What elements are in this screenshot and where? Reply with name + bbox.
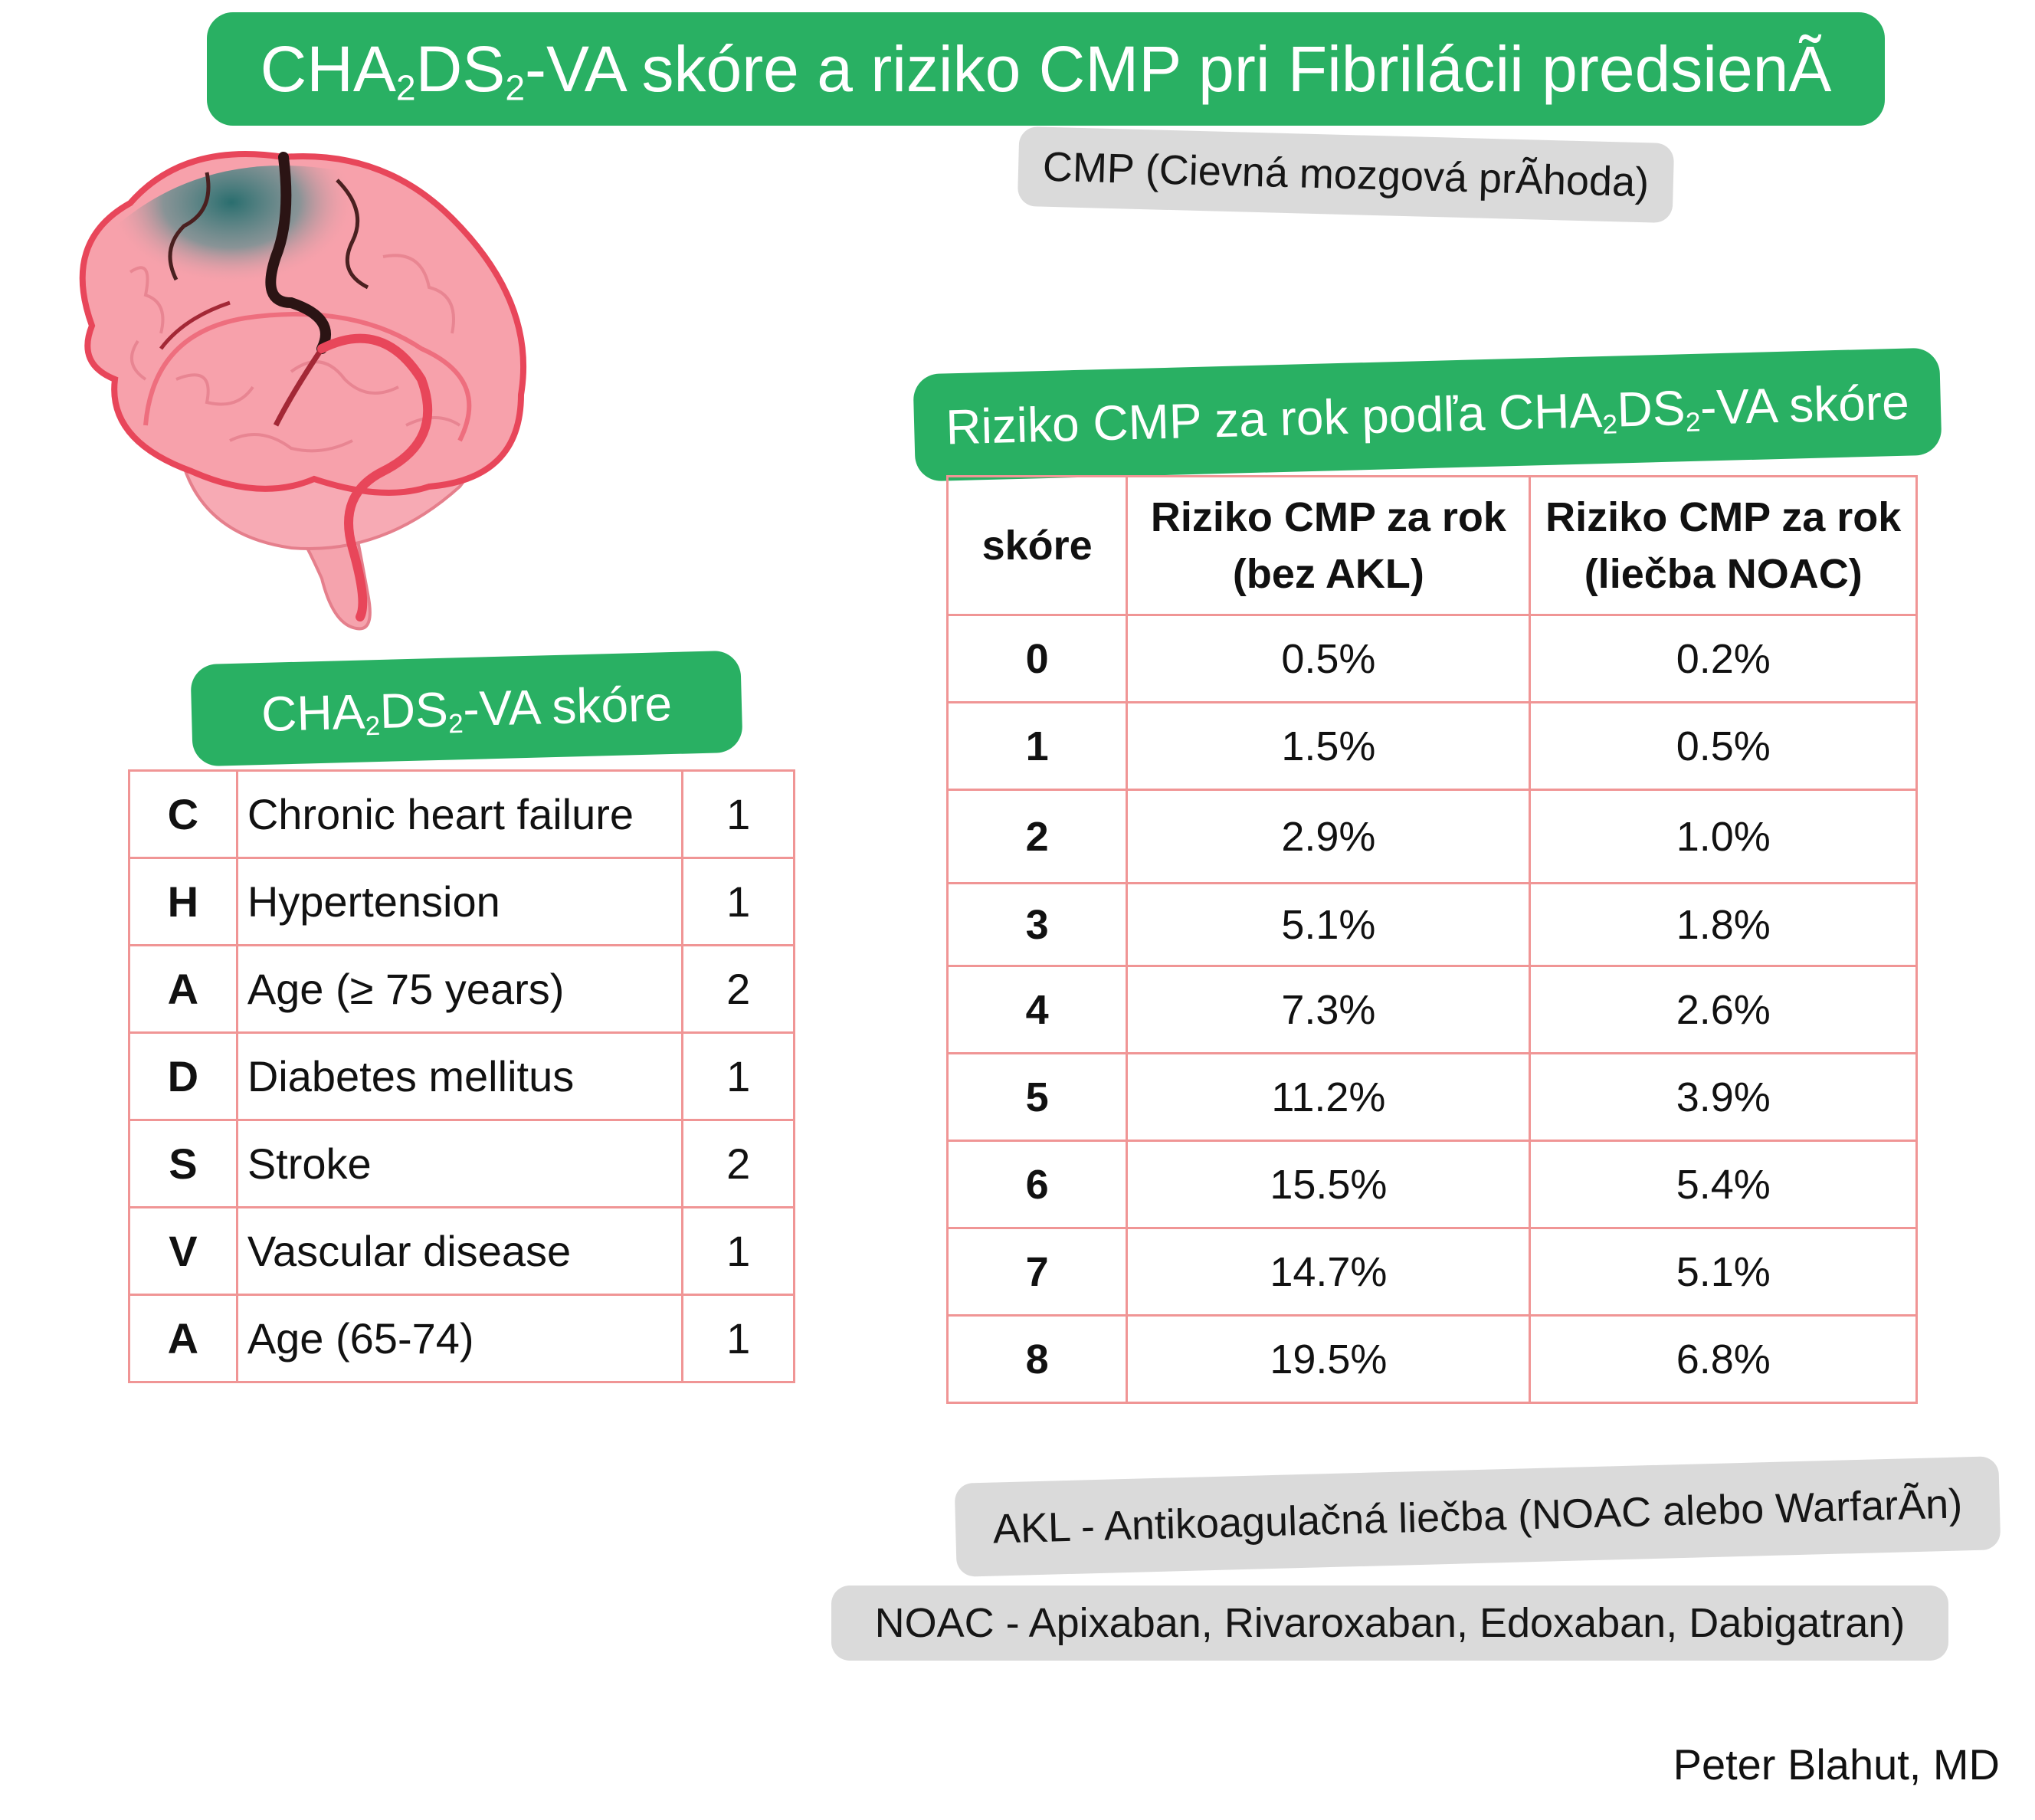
noac-note-text: NOAC - Apixaban, Rivaroxaban, Edoxaban, Dabigatran) xyxy=(874,1600,1906,1646)
author-signature: Peter Blahut, MD xyxy=(1673,1740,2000,1789)
criterion-name: Vascular disease xyxy=(237,1208,683,1295)
risk-noac-cell: 3.9% xyxy=(1530,1054,1917,1141)
risk-noac-cell: 0.5% xyxy=(1530,703,1917,790)
table-row xyxy=(948,1141,1917,1228)
table-row xyxy=(948,615,1917,703)
risk-no-akl-cell: 14.7% xyxy=(1127,1228,1530,1316)
cmp-note-text: CMP (Cievná mozgová prÃhoda) xyxy=(1042,143,1650,206)
criterion-points: 1 xyxy=(683,1295,795,1382)
risk-section-title-text: Riziko CMP za rok podľa $CHA_2DS_2-VA$ skóre xyxy=(945,374,1910,455)
criterion-letter: V xyxy=(129,1208,238,1295)
risk-no-akl-cell: 0.5% xyxy=(1127,615,1530,703)
risk-noac-cell: 1.8% xyxy=(1530,884,1917,966)
table-row xyxy=(129,858,795,946)
table-row xyxy=(948,966,1917,1054)
header-risk-no-akl-line1: Riziko CMP za rok xyxy=(1150,494,1506,540)
risk-noac-cell: 5.4% xyxy=(1530,1141,1917,1228)
brain-icon xyxy=(61,149,552,640)
risk-noac-cell: 1.0% xyxy=(1530,790,1917,884)
score-section-title xyxy=(190,651,742,767)
table-row xyxy=(948,1316,1917,1403)
risk-no-akl-cell: 19.5% xyxy=(1127,1316,1530,1403)
table-row xyxy=(129,1295,795,1382)
score-section-title-text: $CHA_2DS_2-VA$ skóre xyxy=(261,675,673,742)
criterion-name: Age (65-74) xyxy=(237,1295,683,1382)
criterion-name: Diabetes mellitus xyxy=(237,1033,683,1120)
table-row xyxy=(948,1054,1917,1141)
score-cell: 6 xyxy=(948,1141,1127,1228)
risk-noac-cell: 5.1% xyxy=(1530,1228,1917,1316)
table-row xyxy=(948,1228,1917,1316)
header-score: skóre xyxy=(948,477,1127,615)
score-cell: 1 xyxy=(948,703,1127,790)
risk-noac-cell: 0.2% xyxy=(1530,615,1917,703)
risk-no-akl-cell: 15.5% xyxy=(1127,1141,1530,1228)
table-row xyxy=(948,884,1917,966)
risk-no-akl-cell: 5.1% xyxy=(1127,884,1530,966)
noac-abbreviation-note xyxy=(831,1586,1948,1661)
score-cell: 2 xyxy=(948,790,1127,884)
criterion-points: 1 xyxy=(683,771,795,858)
criterion-letter: A xyxy=(129,946,238,1033)
risk-no-akl-cell: 11.2% xyxy=(1127,1054,1530,1141)
criterion-letter: A xyxy=(129,1295,238,1382)
score-cell: 8 xyxy=(948,1316,1127,1403)
criterion-name: Stroke xyxy=(237,1120,683,1208)
akl-abbreviation-note xyxy=(955,1456,2001,1577)
header-risk-no-akl xyxy=(1127,477,1530,615)
risk-noac-cell: 6.8% xyxy=(1530,1316,1917,1403)
akl-note-text: AKL - Antikoagulačná liečba (NOAC alebo WarfarÃn) xyxy=(992,1481,1963,1553)
score-cell: 7 xyxy=(948,1228,1127,1316)
table-row xyxy=(948,790,1917,884)
header-risk-noac-line2: (liečba NOAC) xyxy=(1584,551,1863,597)
criterion-points: 2 xyxy=(683,946,795,1033)
table-row xyxy=(129,1120,795,1208)
score-cell: 5 xyxy=(948,1054,1127,1141)
criterion-points: 1 xyxy=(683,1208,795,1295)
score-cell: 3 xyxy=(948,884,1127,966)
page-title xyxy=(207,12,1885,126)
table-header-row xyxy=(948,477,1917,615)
table-row xyxy=(129,1033,795,1120)
header-risk-noac-line1: Riziko CMP za rok xyxy=(1545,494,1902,540)
risk-no-akl-cell: 1.5% xyxy=(1127,703,1530,790)
criterion-letter: D xyxy=(129,1033,238,1120)
criterion-letter: H xyxy=(129,858,238,946)
criterion-letter: S xyxy=(129,1120,238,1208)
risk-section-title xyxy=(913,347,1942,481)
cmp-abbreviation-note xyxy=(1018,126,1674,223)
score-criteria-table xyxy=(128,769,795,1383)
criterion-points: 1 xyxy=(683,1033,795,1120)
risk-no-akl-cell: 2.9% xyxy=(1127,790,1530,884)
criterion-name: Hypertension xyxy=(237,858,683,946)
criterion-points: 2 xyxy=(683,1120,795,1208)
risk-no-akl-cell: 7.3% xyxy=(1127,966,1530,1054)
header-risk-no-akl-line2: (bez AKL) xyxy=(1232,551,1424,597)
risk-noac-cell: 2.6% xyxy=(1530,966,1917,1054)
criterion-name: Chronic heart failure xyxy=(237,771,683,858)
table-row xyxy=(948,703,1917,790)
criterion-letter: C xyxy=(129,771,238,858)
table-row xyxy=(129,1208,795,1295)
table-row xyxy=(129,946,795,1033)
criterion-points: 1 xyxy=(683,858,795,946)
criterion-name: Age (≥ 75 years) xyxy=(237,946,683,1033)
score-cell: 4 xyxy=(948,966,1127,1054)
page-title-text: $CHA_2DS_2-VA$ skóre a riziko CMP pri Fibrilácii predsienÃ xyxy=(260,32,1832,108)
stroke-risk-table xyxy=(946,475,1918,1404)
score-cell: 0 xyxy=(948,615,1127,703)
header-risk-noac xyxy=(1530,477,1917,615)
table-row xyxy=(129,771,795,858)
